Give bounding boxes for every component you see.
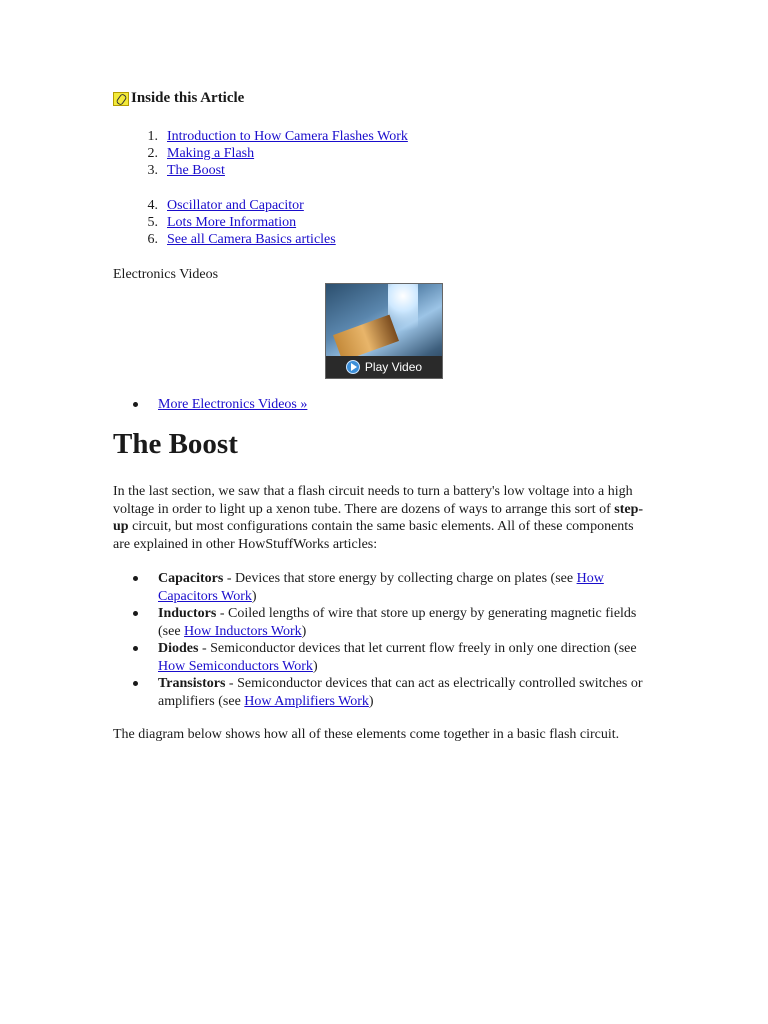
toc-list-1 — [113, 128, 408, 179]
bullet-icon — [113, 605, 158, 640]
page-title: The Boost — [113, 428, 238, 460]
toc-link-oscillator[interactable]: Oscillator and Capacitor — [167, 198, 304, 213]
toc-link-camera-basics[interactable]: See all Camera Basics articles — [167, 232, 336, 247]
bullet-icon — [113, 396, 158, 413]
toc-item: 4. Oscillator and Capacitor — [147, 198, 304, 213]
toc-list-2 — [113, 197, 336, 248]
toc-link-intro[interactable]: Introduction to How Camera Flashes Work — [167, 129, 408, 144]
toc-item: 6. See all Camera Basics articles — [147, 232, 336, 247]
toc-link-making-flash[interactable]: Making a Flash — [167, 146, 255, 161]
inductors-link[interactable]: How Inductors Work — [184, 623, 302, 639]
list-item: Diodes - Semiconductor devices that let current flow freely in only one direction (see How Semiconductors Work) — [113, 640, 658, 675]
electronics-videos-label: Electronics Videos — [113, 267, 219, 282]
note-pencil-icon — [113, 92, 129, 106]
amplifiers-link[interactable]: How Amplifiers Work — [244, 693, 369, 709]
capacitors-link[interactable]: How Capacitors Work — [158, 571, 604, 604]
list-item: Inductors - Coiled lengths of wire that store up energy by generating magnetic fields (see How Inductors Work) — [113, 605, 658, 640]
bullet-icon — [113, 570, 158, 605]
toc-link-more-info[interactable]: Lots More Information — [167, 215, 297, 230]
list-item — [113, 396, 307, 413]
components-list — [113, 570, 658, 710]
play-video-label: Play Video — [364, 360, 423, 374]
intro-paragraph: In the last section, we saw that a flash circuit needs to turn a battery's low voltage into a high voltage in order to light up a xenon tube. There are dozens of ways to arrange this sort of step-up circuit, but most configurations contain the same basic elements. All of these components are explained in other HowStuffWorks articles: — [113, 484, 644, 552]
toc-item: 1. Introduction to How Camera Flashes Work — [147, 129, 408, 144]
toc-link-boost[interactable]: The Boost — [167, 163, 225, 178]
play-icon — [346, 360, 360, 374]
toc-item: 5. Lots More Information — [147, 215, 297, 230]
outro-paragraph: The diagram below shows how all of these elements come together in a basic flash circuit. — [113, 727, 620, 742]
toc-item: 3. The Boost — [147, 163, 225, 178]
bullet-icon — [113, 640, 158, 675]
bullet-icon — [113, 675, 158, 710]
inside-article-title: Inside this Article — [131, 90, 245, 106]
more-videos-list — [113, 396, 307, 413]
toc-item: 2. Making a Flash — [147, 146, 255, 161]
video-thumbnail[interactable] — [325, 283, 443, 379]
circuit-graphic — [333, 315, 399, 362]
list-item: Capacitors - Devices that store energy by collecting charge on plates (see How Capacitors Work) — [113, 570, 658, 605]
inside-article-header — [113, 90, 244, 107]
play-video-bar[interactable] — [326, 356, 442, 378]
list-item: Transistors - Semiconductor devices that can act as electrically controlled switches or amplifiers (see How Amplifiers Work) — [113, 675, 658, 710]
semiconductors-link[interactable]: How Semiconductors Work — [158, 658, 313, 674]
more-videos-link[interactable]: More Electronics Videos » — [158, 397, 308, 412]
